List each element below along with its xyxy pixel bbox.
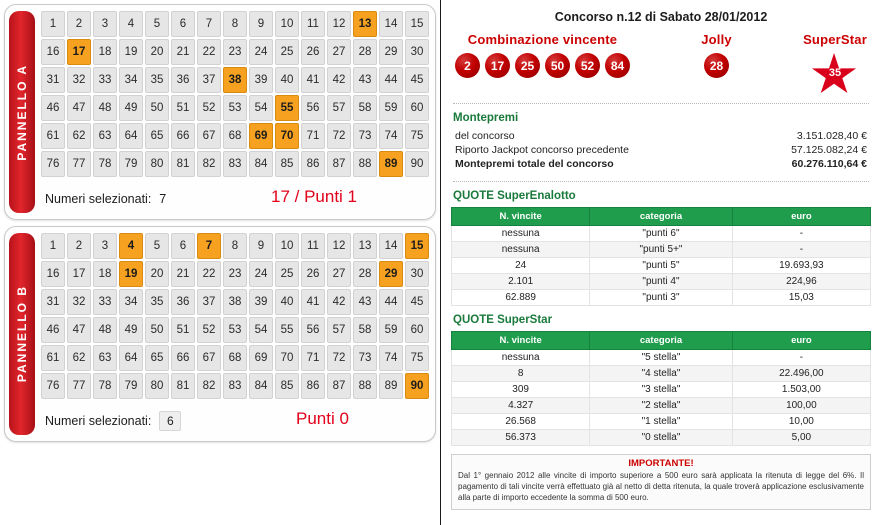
number-cell[interactable]: 30 xyxy=(405,261,429,287)
number-cell[interactable]: 41 xyxy=(301,67,325,93)
number-cell[interactable]: 65 xyxy=(145,123,169,149)
number-cell[interactable]: 11 xyxy=(301,11,325,37)
important-notice xyxy=(451,454,871,510)
table-cell: "punti 6" xyxy=(590,226,732,242)
number-cell[interactable]: 16 xyxy=(41,261,65,287)
number-cell[interactable]: 23 xyxy=(223,261,247,287)
quote-superenalotto-table xyxy=(451,207,871,306)
number-cell[interactable]: 49 xyxy=(119,95,143,121)
number-cell[interactable]: 23 xyxy=(223,39,247,65)
number-cell[interactable]: 7 xyxy=(197,11,221,37)
number-cell[interactable]: 49 xyxy=(119,317,143,343)
number-cell[interactable]: 66 xyxy=(171,123,195,149)
number-cell[interactable]: 85 xyxy=(275,151,299,177)
table-row xyxy=(452,290,871,306)
number-cell[interactable]: 22 xyxy=(197,39,221,65)
number-cell[interactable]: 2 xyxy=(67,233,91,259)
table-cell: 15,03 xyxy=(732,290,870,306)
quote-superstar-table xyxy=(451,331,871,446)
table-cell: "2 stella" xyxy=(590,398,732,414)
number-cell[interactable]: 64 xyxy=(119,345,143,371)
number-cell[interactable]: 79 xyxy=(119,151,143,177)
number-cell[interactable]: 3 xyxy=(93,233,117,259)
number-cell[interactable]: 47 xyxy=(67,95,91,121)
number-cell[interactable]: 32 xyxy=(67,67,91,93)
number-cell[interactable]: 31 xyxy=(41,289,65,315)
number-cell[interactable]: 90 xyxy=(405,373,429,399)
table-cell: 56.373 xyxy=(452,430,590,446)
number-cell[interactable]: 86 xyxy=(301,151,325,177)
number-cell[interactable]: 68 xyxy=(223,345,247,371)
number-cell[interactable]: 59 xyxy=(379,317,403,343)
table-cell: "punti 3" xyxy=(590,290,732,306)
montepremi-row xyxy=(455,129,867,143)
results-pane xyxy=(440,0,881,525)
winning-balls xyxy=(455,53,630,78)
table-cell: 62.889 xyxy=(452,290,590,306)
number-cell[interactable]: 41 xyxy=(301,289,325,315)
jolly-balls xyxy=(701,53,732,78)
table-row xyxy=(452,258,871,274)
number-cell[interactable]: 82 xyxy=(197,151,221,177)
number-cell[interactable]: 43 xyxy=(353,67,377,93)
number-cell[interactable]: 34 xyxy=(119,289,143,315)
number-cell[interactable]: 14 xyxy=(379,11,403,37)
number-cell[interactable]: 37 xyxy=(197,67,221,93)
number-cell[interactable]: 4 xyxy=(119,233,143,259)
number-cell[interactable]: 46 xyxy=(41,95,65,121)
superstar-star-icon xyxy=(811,53,859,93)
panel-b-result-note: Punti 0 xyxy=(296,409,349,428)
table-column-header: N. vincite xyxy=(452,208,590,226)
montepremi-row-label: Riporto Jackpot concorso precedente xyxy=(455,144,629,156)
number-cell[interactable]: 39 xyxy=(249,289,273,315)
panel-a-tab-label: PANNELLO A xyxy=(15,63,29,161)
superstar-block xyxy=(803,32,867,93)
table-header-row xyxy=(452,332,871,350)
number-cell[interactable]: 39 xyxy=(249,67,273,93)
number-cell[interactable]: 69 xyxy=(249,123,273,149)
table-cell: 22.496,00 xyxy=(732,366,870,382)
number-cell[interactable]: 62 xyxy=(67,345,91,371)
montepremi-row-value: 60.276.110,64 € xyxy=(791,158,867,170)
table-cell: 4.327 xyxy=(452,398,590,414)
table-header-row xyxy=(452,208,871,226)
montepremi-row xyxy=(455,143,867,157)
number-cell[interactable]: 76 xyxy=(41,151,65,177)
number-cell[interactable]: 56 xyxy=(301,317,325,343)
number-cell[interactable]: 51 xyxy=(171,317,195,343)
panel-b-footer xyxy=(41,407,429,435)
table-cell: "4 stella" xyxy=(590,366,732,382)
number-cell[interactable]: 19 xyxy=(119,39,143,65)
montepremi-list xyxy=(451,129,871,171)
number-cell[interactable]: 32 xyxy=(67,289,91,315)
number-cell[interactable]: 15 xyxy=(405,233,429,259)
table-cell: 100,00 xyxy=(732,398,870,414)
number-cell[interactable]: 31 xyxy=(41,67,65,93)
number-cell[interactable]: 74 xyxy=(379,123,403,149)
table-cell: "0 stella" xyxy=(590,430,732,446)
table-cell: - xyxy=(732,350,870,366)
number-cell[interactable]: 78 xyxy=(93,151,117,177)
number-cell[interactable]: 55 xyxy=(275,95,299,121)
number-cell[interactable]: 83 xyxy=(223,373,247,399)
montepremi-row-value: 57.125.082,24 € xyxy=(791,144,867,156)
winning-ball: 2 xyxy=(455,53,480,78)
number-cell[interactable]: 15 xyxy=(405,11,429,37)
number-cell[interactable]: 27 xyxy=(327,39,351,65)
table-column-header: euro xyxy=(732,332,870,350)
winning-row xyxy=(451,32,871,93)
number-cell[interactable]: 58 xyxy=(353,95,377,121)
number-cell[interactable]: 62 xyxy=(67,123,91,149)
number-cell[interactable]: 2 xyxy=(67,11,91,37)
winning-ball: 52 xyxy=(575,53,600,78)
table-cell: 24 xyxy=(452,258,590,274)
number-cell[interactable]: 78 xyxy=(93,373,117,399)
number-cell[interactable]: 79 xyxy=(119,373,143,399)
table-cell: 224,96 xyxy=(732,274,870,290)
table-cell: "punti 5" xyxy=(590,258,732,274)
number-cell[interactable]: 50 xyxy=(145,317,169,343)
jolly-block xyxy=(701,32,732,78)
number-cell[interactable]: 24 xyxy=(249,261,273,287)
table-cell: nessuna xyxy=(452,242,590,258)
number-cell[interactable]: 6 xyxy=(171,233,195,259)
number-cell[interactable]: 43 xyxy=(353,289,377,315)
number-cell[interactable]: 16 xyxy=(41,39,65,65)
number-cell[interactable]: 89 xyxy=(379,151,403,177)
number-cell[interactable]: 8 xyxy=(223,11,247,37)
number-cell[interactable]: 13 xyxy=(353,11,377,37)
number-cell[interactable]: 40 xyxy=(275,289,299,315)
number-cell[interactable]: 68 xyxy=(223,123,247,149)
number-cell[interactable]: 30 xyxy=(405,39,429,65)
number-cell[interactable]: 4 xyxy=(119,11,143,37)
panel-a-selected-label: Numeri selezionati: xyxy=(45,192,152,206)
table-row xyxy=(452,430,871,446)
notice-title: IMPORTANTE! xyxy=(628,458,694,469)
number-cell[interactable]: 3 xyxy=(93,11,117,37)
table-column-header: N. vincite xyxy=(452,332,590,350)
number-cell[interactable]: 38 xyxy=(223,67,247,93)
number-cell[interactable]: 69 xyxy=(249,345,273,371)
winning-ball: 84 xyxy=(605,53,630,78)
number-cell[interactable]: 8 xyxy=(223,233,247,259)
number-cell[interactable]: 12 xyxy=(327,233,351,259)
number-cell[interactable]: 67 xyxy=(197,123,221,149)
number-cell[interactable]: 28 xyxy=(353,39,377,65)
number-cell[interactable]: 34 xyxy=(119,67,143,93)
number-cell[interactable]: 10 xyxy=(275,233,299,259)
table-row xyxy=(452,350,871,366)
number-cell[interactable]: 24 xyxy=(249,39,273,65)
number-cell[interactable]: 74 xyxy=(379,345,403,371)
number-cell[interactable]: 64 xyxy=(119,123,143,149)
table-cell: "5 stella" xyxy=(590,350,732,366)
number-cell[interactable]: 45 xyxy=(405,289,429,315)
number-cell[interactable]: 48 xyxy=(93,317,117,343)
number-cell[interactable]: 14 xyxy=(379,233,403,259)
number-cell[interactable]: 71 xyxy=(301,123,325,149)
montepremi-row-label: del concorso xyxy=(455,130,515,142)
notice-body: Dal 1° gennaio 2012 alle vincite di importo superiore a 500 euro sarà applicata la ritenuta di legge del 6%. Il pagamento di tali vincite verrà effettuato già al netto di detta ritenuta, la quale troverà applicazione esclusivamente alla parte di importo eccedente la somma di 500 euro. xyxy=(458,471,864,502)
panel-b-tab xyxy=(9,233,35,435)
number-cell[interactable]: 20 xyxy=(145,39,169,65)
number-cell[interactable]: 72 xyxy=(327,345,351,371)
table-cell: "1 stella" xyxy=(590,414,732,430)
number-cell[interactable]: 53 xyxy=(223,317,247,343)
number-cell[interactable]: 18 xyxy=(93,261,117,287)
number-cell[interactable]: 10 xyxy=(275,11,299,37)
table-cell: 2.101 xyxy=(452,274,590,290)
number-cell[interactable]: 33 xyxy=(93,289,117,315)
table-row xyxy=(452,242,871,258)
panel-b-selected-label: Numeri selezionati: xyxy=(45,414,152,428)
table-cell: 8 xyxy=(452,366,590,382)
number-cell[interactable]: 72 xyxy=(327,123,351,149)
number-cell[interactable]: 61 xyxy=(41,345,65,371)
number-cell[interactable]: 81 xyxy=(171,373,195,399)
number-cell[interactable]: 75 xyxy=(405,123,429,149)
number-cell[interactable]: 13 xyxy=(353,233,377,259)
number-cell[interactable]: 52 xyxy=(197,317,221,343)
number-cell[interactable]: 5 xyxy=(145,233,169,259)
number-cell[interactable]: 52 xyxy=(197,95,221,121)
number-cell[interactable]: 57 xyxy=(327,95,351,121)
number-cell[interactable]: 84 xyxy=(249,151,273,177)
number-cell[interactable]: 26 xyxy=(301,39,325,65)
number-cell[interactable]: 54 xyxy=(249,95,273,121)
winning-combination xyxy=(455,32,630,78)
number-cell[interactable]: 19 xyxy=(119,261,143,287)
table-cell: 26.568 xyxy=(452,414,590,430)
table-row xyxy=(452,274,871,290)
table-row xyxy=(452,398,871,414)
number-cell[interactable]: 87 xyxy=(327,151,351,177)
number-cell[interactable]: 89 xyxy=(379,373,403,399)
number-cell[interactable]: 17 xyxy=(67,261,91,287)
montepremi-row-label: Montepremi totale del concorso xyxy=(455,158,614,170)
number-cell[interactable]: 28 xyxy=(353,261,377,287)
number-cell[interactable]: 81 xyxy=(171,151,195,177)
table-cell: 1.503,00 xyxy=(732,382,870,398)
number-cell[interactable]: 18 xyxy=(93,39,117,65)
number-cell[interactable]: 84 xyxy=(249,373,273,399)
number-cell[interactable]: 33 xyxy=(93,67,117,93)
number-cell[interactable]: 40 xyxy=(275,67,299,93)
number-cell[interactable]: 50 xyxy=(145,95,169,121)
number-cell[interactable]: 77 xyxy=(67,373,91,399)
number-cell[interactable]: 29 xyxy=(379,261,403,287)
number-cell[interactable]: 9 xyxy=(249,11,273,37)
contest-title: Concorso n.12 di Sabato 28/01/2012 xyxy=(554,10,768,24)
number-cell[interactable]: 66 xyxy=(171,345,195,371)
number-cell[interactable]: 80 xyxy=(145,151,169,177)
number-cell[interactable]: 17 xyxy=(67,39,91,65)
table-cell: - xyxy=(732,242,870,258)
panel-a-footer xyxy=(41,185,429,213)
number-cell[interactable]: 36 xyxy=(171,67,195,93)
number-cell[interactable]: 83 xyxy=(223,151,247,177)
table-cell: - xyxy=(732,226,870,242)
number-cell[interactable]: 65 xyxy=(145,345,169,371)
number-cell[interactable]: 12 xyxy=(327,11,351,37)
number-cell[interactable]: 6 xyxy=(171,11,195,37)
number-cell[interactable]: 45 xyxy=(405,67,429,93)
number-cell[interactable]: 37 xyxy=(197,289,221,315)
number-cell[interactable]: 42 xyxy=(327,289,351,315)
number-cell[interactable]: 27 xyxy=(327,261,351,287)
table-column-header: categoria xyxy=(590,332,732,350)
number-cell[interactable]: 55 xyxy=(275,317,299,343)
playslip-pane xyxy=(0,0,440,525)
montepremi-row-value: 3.151.028,40 € xyxy=(796,130,867,142)
number-cell[interactable]: 25 xyxy=(275,261,299,287)
superstar-value: 35 xyxy=(828,67,842,79)
table-cell: 10,00 xyxy=(732,414,870,430)
number-cell[interactable]: 53 xyxy=(223,95,247,121)
number-cell[interactable]: 1 xyxy=(41,233,65,259)
number-cell[interactable]: 70 xyxy=(275,345,299,371)
panel-a-number-grid[interactable] xyxy=(41,11,429,177)
number-cell[interactable]: 26 xyxy=(301,261,325,287)
table-row xyxy=(452,226,871,242)
number-cell[interactable]: 44 xyxy=(379,289,403,315)
number-cell[interactable]: 21 xyxy=(171,39,195,65)
winning-ball: 17 xyxy=(485,53,510,78)
number-cell[interactable]: 63 xyxy=(93,123,117,149)
table-cell: "3 stella" xyxy=(590,382,732,398)
number-cell[interactable]: 22 xyxy=(197,261,221,287)
table-cell: 309 xyxy=(452,382,590,398)
table-cell: "punti 5+" xyxy=(590,242,732,258)
number-cell[interactable]: 59 xyxy=(379,95,403,121)
number-cell[interactable]: 57 xyxy=(327,317,351,343)
number-cell[interactable]: 71 xyxy=(301,345,325,371)
number-cell[interactable]: 88 xyxy=(353,151,377,177)
table-row xyxy=(452,382,871,398)
number-cell[interactable]: 7 xyxy=(197,233,221,259)
number-cell[interactable]: 46 xyxy=(41,317,65,343)
number-cell[interactable]: 76 xyxy=(41,373,65,399)
number-cell[interactable]: 73 xyxy=(353,345,377,371)
superstar-heading: SuperStar xyxy=(803,32,867,47)
number-cell[interactable]: 21 xyxy=(171,261,195,287)
panel-a-tab xyxy=(9,11,35,213)
winning-ball: 25 xyxy=(515,53,540,78)
panel-a xyxy=(4,4,436,220)
table-cell: nessuna xyxy=(452,226,590,242)
number-cell[interactable]: 75 xyxy=(405,345,429,371)
winning-combination-heading: Combinazione vincente xyxy=(467,32,618,47)
number-cell[interactable]: 25 xyxy=(275,39,299,65)
montepremi-heading: Montepremi xyxy=(453,112,519,124)
jolly-heading: Jolly xyxy=(701,32,732,47)
quote-superenalotto-heading: QUOTE SuperEnalotto xyxy=(453,190,576,202)
panel-b-selected-count: 6 xyxy=(159,411,181,431)
montepremi-row xyxy=(455,157,867,171)
table-cell: 19.693,93 xyxy=(732,258,870,274)
number-cell[interactable]: 88 xyxy=(353,373,377,399)
number-cell[interactable]: 80 xyxy=(145,373,169,399)
panel-b-number-grid[interactable] xyxy=(41,233,429,399)
number-cell[interactable]: 35 xyxy=(145,289,169,315)
number-cell[interactable]: 60 xyxy=(405,95,429,121)
panel-a-result-note: 17 / Punti 1 xyxy=(271,187,358,206)
panel-a-selected-count: 7 xyxy=(159,192,167,206)
number-cell[interactable]: 5 xyxy=(145,11,169,37)
jolly-ball: 28 xyxy=(704,53,729,78)
number-cell[interactable]: 20 xyxy=(145,261,169,287)
number-cell[interactable]: 51 xyxy=(171,95,195,121)
number-cell[interactable]: 86 xyxy=(301,373,325,399)
number-cell[interactable]: 47 xyxy=(67,317,91,343)
number-cell[interactable]: 48 xyxy=(93,95,117,121)
number-cell[interactable]: 36 xyxy=(171,289,195,315)
number-cell[interactable]: 58 xyxy=(353,317,377,343)
number-cell[interactable]: 63 xyxy=(93,345,117,371)
number-cell[interactable]: 44 xyxy=(379,67,403,93)
number-cell[interactable]: 38 xyxy=(223,289,247,315)
number-cell[interactable]: 70 xyxy=(275,123,299,149)
number-cell[interactable]: 73 xyxy=(353,123,377,149)
number-cell[interactable]: 87 xyxy=(327,373,351,399)
number-cell[interactable]: 61 xyxy=(41,123,65,149)
table-cell: nessuna xyxy=(452,350,590,366)
quote-superstar-heading: QUOTE SuperStar xyxy=(453,314,553,326)
table-column-header: euro xyxy=(732,208,870,226)
number-cell[interactable]: 1 xyxy=(41,11,65,37)
number-cell[interactable]: 35 xyxy=(145,67,169,93)
number-cell[interactable]: 42 xyxy=(327,67,351,93)
number-cell[interactable]: 90 xyxy=(405,151,429,177)
table-row xyxy=(452,366,871,382)
number-cell[interactable]: 9 xyxy=(249,233,273,259)
winning-ball: 50 xyxy=(545,53,570,78)
number-cell[interactable]: 67 xyxy=(197,345,221,371)
number-cell[interactable]: 29 xyxy=(379,39,403,65)
panel-b xyxy=(4,226,436,442)
number-cell[interactable]: 11 xyxy=(301,233,325,259)
table-column-header: categoria xyxy=(590,208,732,226)
panel-b-tab-label: PANNELLO B xyxy=(15,285,29,383)
divider xyxy=(453,103,869,104)
number-cell[interactable]: 60 xyxy=(405,317,429,343)
number-cell[interactable]: 54 xyxy=(249,317,273,343)
number-cell[interactable]: 77 xyxy=(67,151,91,177)
table-cell: "punti 4" xyxy=(590,274,732,290)
table-row xyxy=(452,414,871,430)
number-cell[interactable]: 82 xyxy=(197,373,221,399)
number-cell[interactable]: 56 xyxy=(301,95,325,121)
number-cell[interactable]: 85 xyxy=(275,373,299,399)
table-cell: 5,00 xyxy=(732,430,870,446)
divider-2 xyxy=(453,181,869,182)
